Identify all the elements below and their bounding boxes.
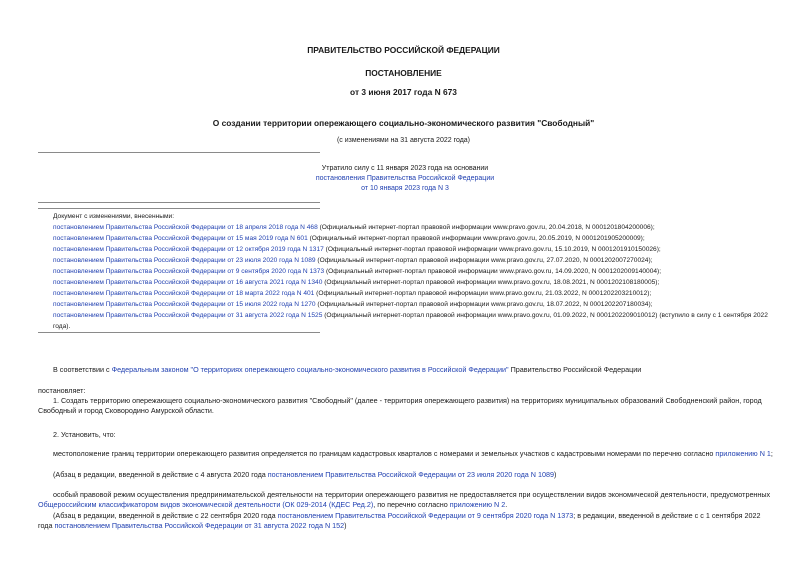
amendment-text: (Официальный интернет-портал правовой информации www.pravo.gov.ru, 20.05.2019, N 0001201905200009);: [307, 235, 645, 242]
paragraph-location: местоположение границ территории опережающего развития определяется по границам кадастровых кварталов с номерами и земельных участков с кадастровыми номерами по перечню согласно приложению N 1;: [53, 449, 773, 458]
divider: [38, 332, 320, 333]
okved-link[interactable]: Общероссийским классификатором видов экономической деятельности: [38, 499, 281, 509]
divider: [38, 202, 320, 203]
amendment-item: [53, 277, 768, 288]
amendment-text: (Официальный интернет-портал правовой информации www.pravo.gov.ru, 20.04.2018, N 0001201804200006);: [317, 224, 655, 231]
amendment-link[interactable]: постановлением Правительства Российской Федерации от 31 августа 2022 года N 152: [54, 520, 345, 530]
amendment-text: (Официальный интернет-портал правовой информации www.pravo.gov.ru, 18.07.2022, N 0001202207180034);: [315, 301, 653, 308]
amendment-link[interactable]: постановлением Правительства Российской Федерации от 23 июля 2020 года N 1089: [267, 470, 554, 479]
amendment-text: (Официальный интернет-портал правовой информации www.pravo.gov.ru, 14.09.2020, N 0001202009140004);: [324, 268, 662, 275]
amendment-link[interactable]: постановлением Правительства Российской Федерации от 18 марта 2022 года N 401: [53, 290, 315, 297]
amendment-text: (Официальный интернет-портал правовой информации www.pravo.gov.ru, 01.09.2022, N 0001202209010012) (вступило в силу с 1 сентября 2022 года).: [53, 312, 768, 330]
amendment-link[interactable]: Правительства Российской Федерации от 9 сентября 2020 года N 1373: [335, 511, 574, 520]
amendment-item: [53, 299, 768, 310]
amendment-item: [53, 310, 768, 332]
federal-law-link[interactable]: Федеральным законом "О территориях опережающего социально-экономического развития в Российской Федерации": [111, 365, 509, 374]
paragraph-edition-note-1: (Абзац в редакции, введенной в действие с 4 августа 2020 года постановлением Правительства Российской Федерации от 23 июля 2020 года N 1089): [53, 470, 557, 479]
status-block: [220, 164, 590, 194]
amendment-item: [53, 222, 768, 233]
okved-code-link[interactable]: (ОК 029-2014 (КДЕС Ред.2): [282, 499, 374, 509]
amendment-item: [53, 244, 768, 255]
amendment-link[interactable]: постановлением Правительства Российской Федерации от 16 августа 2021 года N 1340: [53, 279, 323, 286]
amendment-item: [53, 255, 768, 266]
amendment-text: (Официальный интернет-портал правовой информации www.pravo.gov.ru, 27.07.2020, N 0001202007270024);: [315, 257, 653, 264]
divider: [38, 152, 320, 153]
appendix-2-link[interactable]: приложению N 2: [449, 499, 506, 509]
status-link[interactable]: постановления Правительства Российской Федерации: [315, 175, 495, 183]
amendment-item: [53, 288, 768, 299]
amendment-link[interactable]: постановлением Правительства Российской Федерации от 18 апреля 2018 года N 468: [53, 224, 318, 231]
amendment-link[interactable]: постановлением Правительства Российской Федерации от 15 июля 2022 года N 1270: [53, 301, 316, 308]
paragraph-edition-note-2: (Абзац в редакции, введенной в действие с 22 сентября 2020 года постановлением Правительства Российской Федерации от 9 сентября 2020 года N 1373; в редакции, введенной в действие с с 1 сентября 2022 года постановлением Правительства Российской Федерации от 31 августа 2022 года N 152): [38, 511, 761, 530]
amendment-text: (Официальный интернет-портал правовой информации www.pravo.gov.ru, 21.03.2022, N 0001202203210012);: [314, 290, 652, 297]
amendment-link[interactable]: постановлением Правительства Российской Федерации от 23 июля 2020 года N 1089: [53, 257, 316, 264]
appendix-1-link[interactable]: приложению N 1: [715, 449, 771, 458]
amendment-link[interactable]: постановлением Правительства Российской Федерации от 9 сентября 2020 года N 1373: [53, 268, 325, 275]
amendment-link[interactable]: постановлением Правительства Российской Федерации от 12 октября 2019 года N 1317: [53, 246, 324, 253]
amendment-text: (Официальный интернет-портал правовой информации www.pravo.gov.ru, 18.08.2021, N 0001202108180005);: [322, 279, 660, 286]
paragraph-regime: особый правовой режим осуществления предпринимательской деятельности на территории опережающего развития не предоставляется при осуществлении видов экономической деятельности, предусмотренных Общероссийским классификатором видов экономической деятельности (ОК 029-2014 (КДЕС Ред.2), по перечню согласно приложению N 2.: [38, 490, 771, 509]
amendment-link[interactable]: постановлением Правительства Российской Федерации от 15 мая 2019 года N 601: [53, 235, 308, 242]
status-link[interactable]: от 10 января 2023 года N 3: [361, 185, 449, 193]
document-title: О создании территории опережающего социально-экономического развития "Свободный": [212, 118, 595, 128]
amendment-item: [53, 233, 768, 244]
divider: [38, 208, 320, 209]
paragraph-1: 1. Создать территорию опережающего социально-экономического развития "Свободный" (далее - территория опережающего развития) на территориях муниципальных образований Свободненский район, город Свободный и город Сковородино Амурской области.: [38, 396, 762, 415]
amendments-intro: Документ с изменениями, внесенными:: [53, 213, 175, 220]
status-line: Утратило силу с 11 января 2023 года на основании: [321, 165, 489, 172]
header-government: ПРАВИТЕЛЬСТВО РОССИЙСКОЙ ФЕДЕРАЦИИ: [307, 45, 500, 55]
header-doc-type: ПОСТАНОВЛЕНИЕ: [365, 68, 442, 78]
paragraph-basis: В соответствии с Федеральным законом "О территориях опережающего социально-экономического развития в Российской Федерации" Правительство Российской Федерации: [53, 365, 642, 374]
header-date-number: от 3 июня 2017 года N 673: [350, 87, 457, 97]
amended-note: (с изменениями на 31 августа 2022 года): [336, 137, 471, 144]
amendments-block: [53, 211, 768, 332]
amendment-link[interactable]: постановлением Правительства Российской Федерации от 31 августа 2022 года N 1525: [53, 312, 323, 319]
amendment-text: (Официальный интернет-портал правовой информации www.pravo.gov.ru, 15.10.2019, N 0001201910150026);: [323, 246, 661, 253]
paragraph-2: 2. Установить, что:: [53, 430, 116, 439]
paragraph-decree: постановляет:: [38, 386, 86, 395]
amendment-item: [53, 266, 768, 277]
amendment-link[interactable]: постановлением: [277, 511, 334, 520]
